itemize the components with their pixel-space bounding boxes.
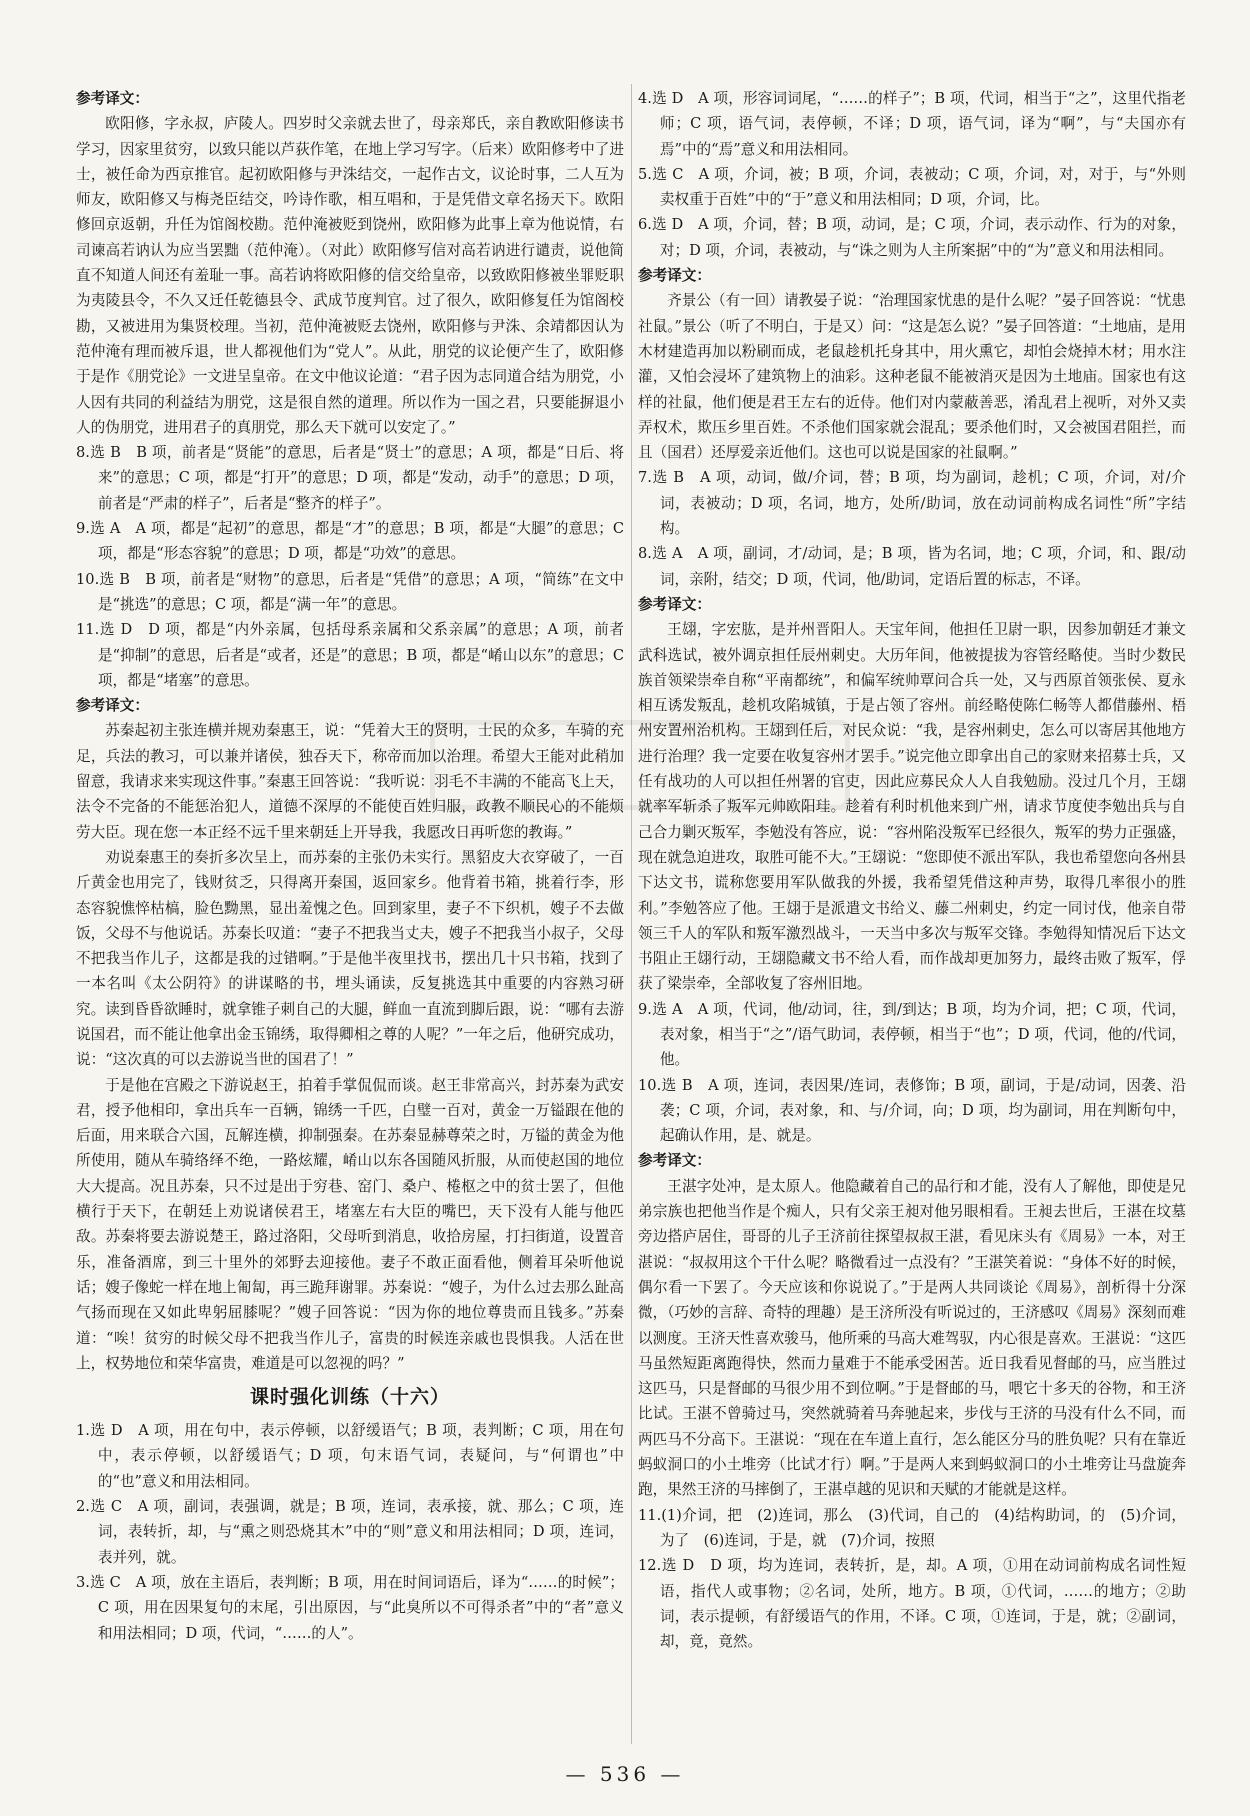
right-column [638,86,1186,1654]
answer-item: 3.选 C A 项，放在主语后，表判断；B 项，用在时间词语后，译为“……的时候”；C 项，用在因果复句的末尾，引出原因，与“此臭所以不可得杀者”中的“者”意义和用法相同；D 项，代词，“……的人”。 [76,1573,624,1642]
answer-item: 5.选 C A 项，介词，被；B 项，介词，表被动；C 项，介词，对，对于，与“外则卖权重于百姓”中的“于”意义和用法相同；D 项，介词，比。 [638,165,1186,209]
translation-paragraph: 于是他在宫殿之下游说赵王，拍着手掌侃侃而谈。赵王非常高兴，封苏秦为武安君，授予他相印，拿出兵车一百辆，锦绣一千匹，白璧一百对，黄金一万镒跟在他的后面，用来联合六国，瓦解连横，抑制强秦。在苏秦显赫尊荣之时，万镒的黄金为他所使用，随从车骑络绎不绝，一路炫耀，崤山以东各国随风折服，从而使赵国的地位大大提高。况且苏秦，只不过是出于穷巷、窑门、桑户、棬枢之中的贫士罢了，但他横行于天下，在朝廷上劝说诸侯君王，堵塞左右大臣的嘴巴，天下没有人能与他匹敌。苏秦将要去游说楚王，路过洛阳，父母听到消息，收拾房屋，打扫街道，设置音乐，准备酒席，到三十里外的郊野去迎接他。妻子不敢正面看他，侧着耳朵听他说话；嫂子像蛇一样在地上匍匐，再三跪拜谢罪。苏秦说：“嫂子，为什么过去那么趾高气扬而现在又如此卑躬屈膝呢？”嫂子回答说：“因为你的地位尊贵而且钱多。”苏秦道：“唉！贫穷的时候父母不把我当作儿子，富贵的时候连亲戚也畏惧我。人活在世上，权势地位和荣华富贵，难道是可以忽视的吗？” [76,1076,624,1372]
answer-item: 4.选 D A 项，形容词词尾，“……的样子”；B 项，代词，相当于“之”，这里代指老师；C 项，语气词，表停顿，不译；D 项，语气词，译为“啊”，与“夫国亦有焉”中的“焉”意义和用法相同。 [638,90,1186,158]
answer-item: 8.选 B B 项，前者是“贤能”的意思，后者是“贤士”的意思；A 项，都是“日后、将来”的意思；C 项，都是“打开”的意思；D 项，都是“发动，动手”的意思；D 项，前者是“严肃的样子”，后者是“整齐的样子”。 [76,444,624,512]
translation-paragraph: 劝说秦惠王的奏折多次呈上，而苏秦的主张仍未实行。黑貂皮大衣穿破了，一百斤黄金也用完了，钱财贫乏，只得离开秦国，返回家乡。他背着书箱，挑着行李，形态容貌憔悴枯槁，脸色黝黑，显出羞愧之色。回到家里，妻子不下织机，嫂子不去做饭，父母不与他说话。苏秦长叹道：“妻子不把我当丈夫，嫂子不把我当小叔子，父母不把我当作儿子，这都是我的过错啊。”于是他半夜里找书，摆出几十只书箱，找到了一本名叫《太公阴符》的讲谋略的书，埋头诵读，反复挑选其中重要的内容熟习研究。读到昏昏欲睡时，就拿锥子刺自己的大腿，鲜血一直流到脚后跟，说：“哪有去游说国君，而不能让他拿出金玉锦绣，取得卿相之尊的人呢？”一年之后，他研究成功，说：“这次真的可以去游说当世的国君了！” [76,848,624,1069]
answer-item: 8.选 A A 项，副词，才/动词，是；B 项，皆为名词，地；C 项，介词，和、跟/动词，亲附，结交；D 项，代词，他/助词，定语后置的标志，不译。 [638,545,1186,588]
answer-item: 1.选 D A 项，用在句中，表示停顿，以舒缓语气；B 项，表判断；C 项，用在句中，表示停顿，以舒缓语气；D 项，句末语气词，表疑问，与“何谓也”中的“也”意义和用法相同。 [76,1422,624,1490]
answer-item: 11.(1)介词，把 (2)连词，那么 (3)代词，自己的 (4)结构助词，的 (5)介词，为了 (6)连词，于是，就 (7)介词，按照 [638,1506,1186,1549]
answer-item: 10.选 B A 项，连词，表因果/连词，表修饰；B 项，副词，于是/动词，因袭、沿袭；C 项，介词，表对象，和、与/介词，向；D 项，均为副词，用在判断句中，起确认作用，是、就是。 [638,1076,1186,1145]
reference-translation-heading: 参考译文： [638,595,711,613]
answer-item: 12.选 D D 项，均为连词，表转折，是，却。A 项，①用在动词前构成名词性短语，指代人或事物；②名词，处所，地方。B 项，①代词，……的地方；②助词，表示提顿，有舒缓语气的作用，不译。C 项，①连词，于是，就；②副词，却，竟，竟然。 [638,1557,1186,1651]
answer-item: 6.选 D A 项，介词，替；B 项，动词，是；C 项，介词，表示动作、行为的对象，对；D 项，介词，表被动，与“诛之则为人主所案据”中的“为”意义和用法相同。 [638,216,1186,259]
answer-item: 10.选 B B 项，前者是“财物”的意思，后者是“凭借”的意思；A 项，“简练”在文中是“挑选”的意思；C 项，都是“满一年”的意思。 [76,570,624,613]
answer-item: 2.选 C A 项，副词，表强调，就是；B 项，连词，表承接，就、那么；C 项，连词，表转折，却，与“熏之则恐烧其木”中的“则”意义和用法相同；D 项，连词，表并列，就。 [76,1498,624,1566]
translation-paragraph: 苏秦起初主张连横并规劝秦惠王，说：“凭着大王的贤明，士民的众多，车骑的充足，兵法的教习，可以兼并诸侯，独吞天下，称帝而加以治理。希望大王能对此稍加留意，我请求来实现这件事。”秦惠王回答说：“我听说：羽毛不丰满的不能高飞上天，法令不完备的不能惩治犯人，道德不深厚的不能使百姓归服，政教不顺民心的不能烦劳大臣。现在您一本正经不远千里来朝廷上开导我，我愿改日再听您的教诲。” [76,722,624,841]
answer-item: 9.选 A A 项，代词，他/动词，往，到/到达；B 项，均为介词，把；C 项，代词，表对象，相当于“之”/语气助词，表停顿，相当于“也”；D 项，代词，他的/代词，他。 [638,1000,1186,1069]
section-title: 课时强化训练（十六） [249,1386,450,1409]
answer-item: 7.选 B A 项，动词，做/介词，替；B 项，均为副词，趁机；C 项，介词，对/介词，表被动；D 项，名词，地方，处所/助词，放在动词前构成名词性“所”字结构。 [638,469,1186,538]
reference-translation-heading: 参考译文： [638,1152,711,1170]
reference-translation-heading: 参考译文： [76,90,149,107]
translation-paragraph: 齐景公（有一回）请教晏子说：“治理国家忧患的是什么呢？”晏子回答说：“忧患社鼠。”景公（听了不明白，于是又）问：“这是怎么说？”晏子回答道：“土地庙，是用木材建造再加以粉刷而成，老鼠趁机托身其中，用火熏它，却怕会烧掉木材；用水注灌，又怕会浸坏了建筑物上的油彩。这种老鼠不能被消灭是因为土地庙。国家也有这样的社鼠，他们便是君王左右的近侍。他们对内蒙蔽善恶，淆乱君上视听，对外又卖弄权术，欺压乡里百姓。不杀他们国家就会混乱；要杀他们时，又会被国君阻拦，而且（国君）还厚爱亲近他们。这也可以说是国家的社鼠啊。” [638,292,1186,462]
translation-paragraph: 王湛字处冲，是太原人。他隐藏着自己的品行和才能，没有人了解他，即使是兄弟宗族也把他当作是个痴人，只有父亲王昶对他另眼相看。王昶去世后，王湛在坟墓旁边搭庐居住，哥哥的儿子王济前往探望叔叔王湛，看见床头有《周易》一本，对王湛说：“叔叔用这个干什么呢？略微看过一点没有？”王湛笑着说：“身体不好的时候，偶尔看一下罢了。今天应该和你说说了。”于是两人共同谈论《周易》，剖析得十分深微，（巧妙的言辞、奇特的理趣）是王济所没有听说过的，王济感叹《周易》深刻而难以测度。王济天性喜欢骏马，他所乘的马高大难驾驭，内心很是喜欢。王湛说：“这匹马虽然短距离跑得快，然而力量难于不能承受困苦。近日我看见督邮的马，应当胜过这匹马，只是督邮的马很少用不到位啊。”于是督邮的马，喂它十多天的谷物，和王济比试。王湛不曾骑过马，突然就骑着马奔驰起来，步伐与王济的马没有什么不同，而两匹马不分高下。王湛说：“现在在车道上直行，怎么能区分马的胜负呢？只有在靠近蚂蚁洞口的小土堆旁（比试才行）啊。”于是两人来到蚂蚁洞口的小土堆旁让马盘旋奔跑，果然王济的马摔倒了，王湛卓越的见识和天赋的才能就是这样。 [638,1177,1186,1499]
reference-translation-heading: 参考译文： [638,267,711,285]
answer-item: 9.选 A A 项，都是“起初”的意思，都是“才”的意思；B 项，都是“大腿”的意思；C 项，都是“形态容貌”的意思；D 项，都是“功效”的意思。 [76,520,624,563]
translation-paragraph: 欧阳修，字永叔，庐陵人。四岁时父亲就去世了，母亲郑氏，亲自教欧阳修读书学习，因家里贫穷，以致只能以芦荻作笔，在地上学习写字。（后来）欧阳修考中了进士，被任命为西京推官。起初欧阳修与尹洙结交，一起作古文，议论时事，二人互为师友，欧阳修又与梅尧臣结交，吟诗作歌，相互唱和，于是凭借文章名扬天下。欧阳修回京返朝，升任为馆阁校勘。范仲淹被贬到饶州，欧阳修为此事上章为他说情，右司谏高若讷认为应当罢黜（范仲淹）。（对此）欧阳修写信对高若讷进行谴责，说他简直不知道人间还有羞耻一事。高若讷将欧阳修的信交给皇帝，以致欧阳修被坐罪贬职为夷陵县令，不久又迁任乾德县令、武成节度判官。过了很久，欧阳修复任为馆阁校勘，又被进用为集贤校理。当初，范仲淹被贬去饶州，欧阳修与尹洙、余靖都因认为范仲淹有理而被斥退，世人都视他们为“党人”。从此，朋党的议论便产生了，欧阳修于是作《朋党论》一文进呈皇帝。在文中他议论道：“君子因为志同道合结为朋党，小人因有共同的利益结为朋党，这是很自然的道理。所以作为一国之君，只要能摒退小人的伪朋党，进用君子的真朋党，那么天下就可以安定了。” [76,115,624,436]
answer-item: 11.选 D D 项，都是“内外亲属，包括母系亲属和父系亲属”的意思；A 项，前者是“抑制”的意思，后者是“或者，还是”的意思；B 项，都是“崤山以东”的意思；C 项，都是“堵塞”的意思。 [76,621,624,689]
reference-translation-heading: 参考译文： [76,697,149,715]
column-divider [631,84,632,1744]
translation-paragraph: 王翃，字宏肱，是并州晋阳人。天宝年间，他担任卫尉一职，因参加朝廷才兼文武科选试，被外调京担任辰州刺史。大历年间，他被提拔为容管经略使。当时少数民族首领梁崇牵自称“平南都统”，和偏军统帅覃问合兵一处，又与西原首领张侯、夏永相互诱发叛乱，趁机攻陷城镇，于是占领了容州。前经略使陈仁畅等人都借藤州、梧州安置州治机构。王翃到任后，对民众说：“我，是容州刺史，怎么可以寄居其他地方进行治理？我一定要在收复容州才罢手。”说完他立即拿出自己的家财来招募士兵，又任有战功的人可以担任州署的官吏，因此应募民众人人自我勉励。没过几个月，王翃就率军斩杀了叛军元帅欧阳珪。趁着有利时机他来到广州，请求节度使李勉出兵与自己合力剿灭叛军，李勉没有答应，说：“容州陷没叛军已经很久，叛军的势力正强盛，现在就急迫进攻，取胜可能不大。”王翃说：“您即使不派出军队，我也希望您向各州县下达文书，谎称您要用军队做我的外援，我希望凭借这种声势，取得几率很小的胜利。”李勉答应了他。王翃于是派遣文书给义、藤二州刺史，约定一同讨伐，他亲自带领三千人的军队和叛军激烈战斗，一天当中多次与叛军交锋。李勉得知情况后下达文书阻止王翃行动，王翃隐藏文书不给人看，而作战却更加努力，最终击败了叛军，俘获了梁崇牵，全部收复了容州旧地。 [638,621,1186,993]
left-column [76,86,624,1646]
page-number: — 536 — [565,1762,685,1786]
